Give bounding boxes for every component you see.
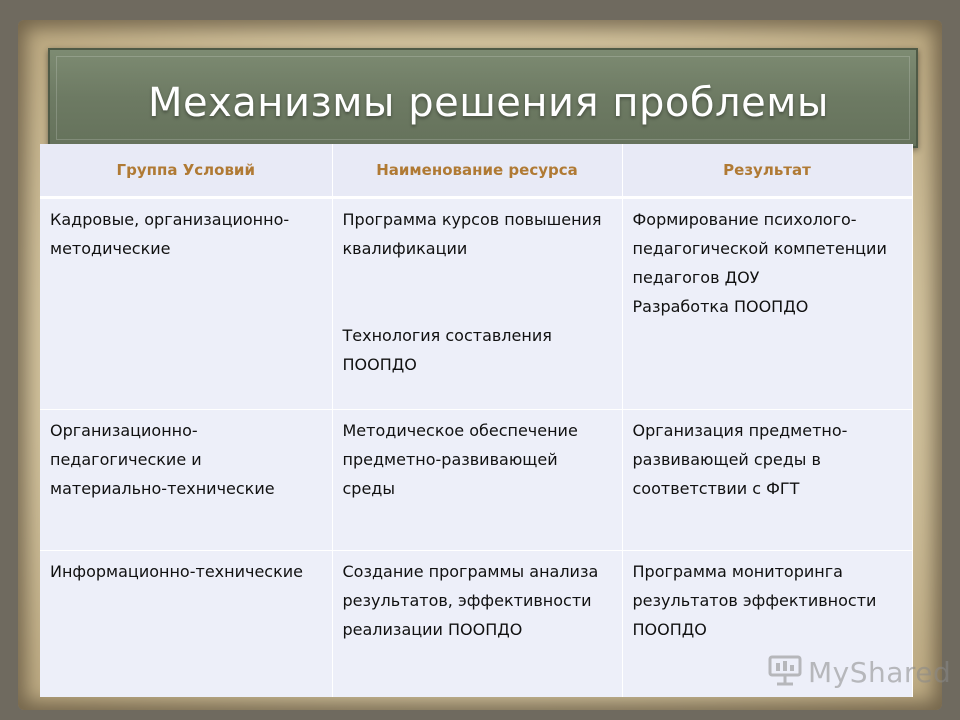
table-row <box>40 410 912 551</box>
cell-resource <box>332 551 622 698</box>
cell-text: Информационно-технические <box>50 562 303 581</box>
table-header-row <box>40 144 912 198</box>
cell-group <box>40 551 332 698</box>
header-result: Результат <box>622 144 912 198</box>
cell-text: Кадровые, организационно-методические <box>50 210 290 258</box>
cell-result <box>622 410 912 551</box>
header-group: Группа Условий <box>40 144 332 198</box>
cell-text: Организационно-педагогические и материально-технические <box>50 421 275 498</box>
cell-resource <box>332 410 622 551</box>
header-resource: Наименование ресурса <box>332 144 622 198</box>
cell-spacer <box>343 263 612 321</box>
cell-text: Разработка ПООПДО <box>632 297 809 316</box>
myshared-watermark <box>768 654 951 690</box>
watermark-text: MyShared <box>808 655 952 689</box>
cell-result <box>622 198 912 410</box>
presentation-board-icon <box>768 654 802 690</box>
cell-group <box>40 198 332 410</box>
cell-text: Формирование психолого-педагогической компетенции педагогов ДОУ <box>632 210 887 287</box>
cell-resource <box>332 198 622 410</box>
cell-text: Создание программы анализа результатов, эффективности реализации ПООПДО <box>342 562 599 639</box>
cell-text: Методическое обеспечение предметно-развивающей среды <box>342 421 578 498</box>
cell-group <box>40 410 332 551</box>
resources-table-container <box>40 144 912 694</box>
cell-text: Технология составления ПООПДО <box>342 326 552 374</box>
resources-table <box>40 144 913 697</box>
slide-title: Механизмы решения проблемы <box>148 80 829 126</box>
cell-text: Организация предметно-развивающей среды в соответствии с ФГТ <box>632 421 848 498</box>
table-row <box>40 198 912 410</box>
cell-text: Программа мониторинга результатов эффективности ПООПДО <box>632 562 877 639</box>
cell-text: Программа курсов повышения квалификации <box>342 210 602 258</box>
